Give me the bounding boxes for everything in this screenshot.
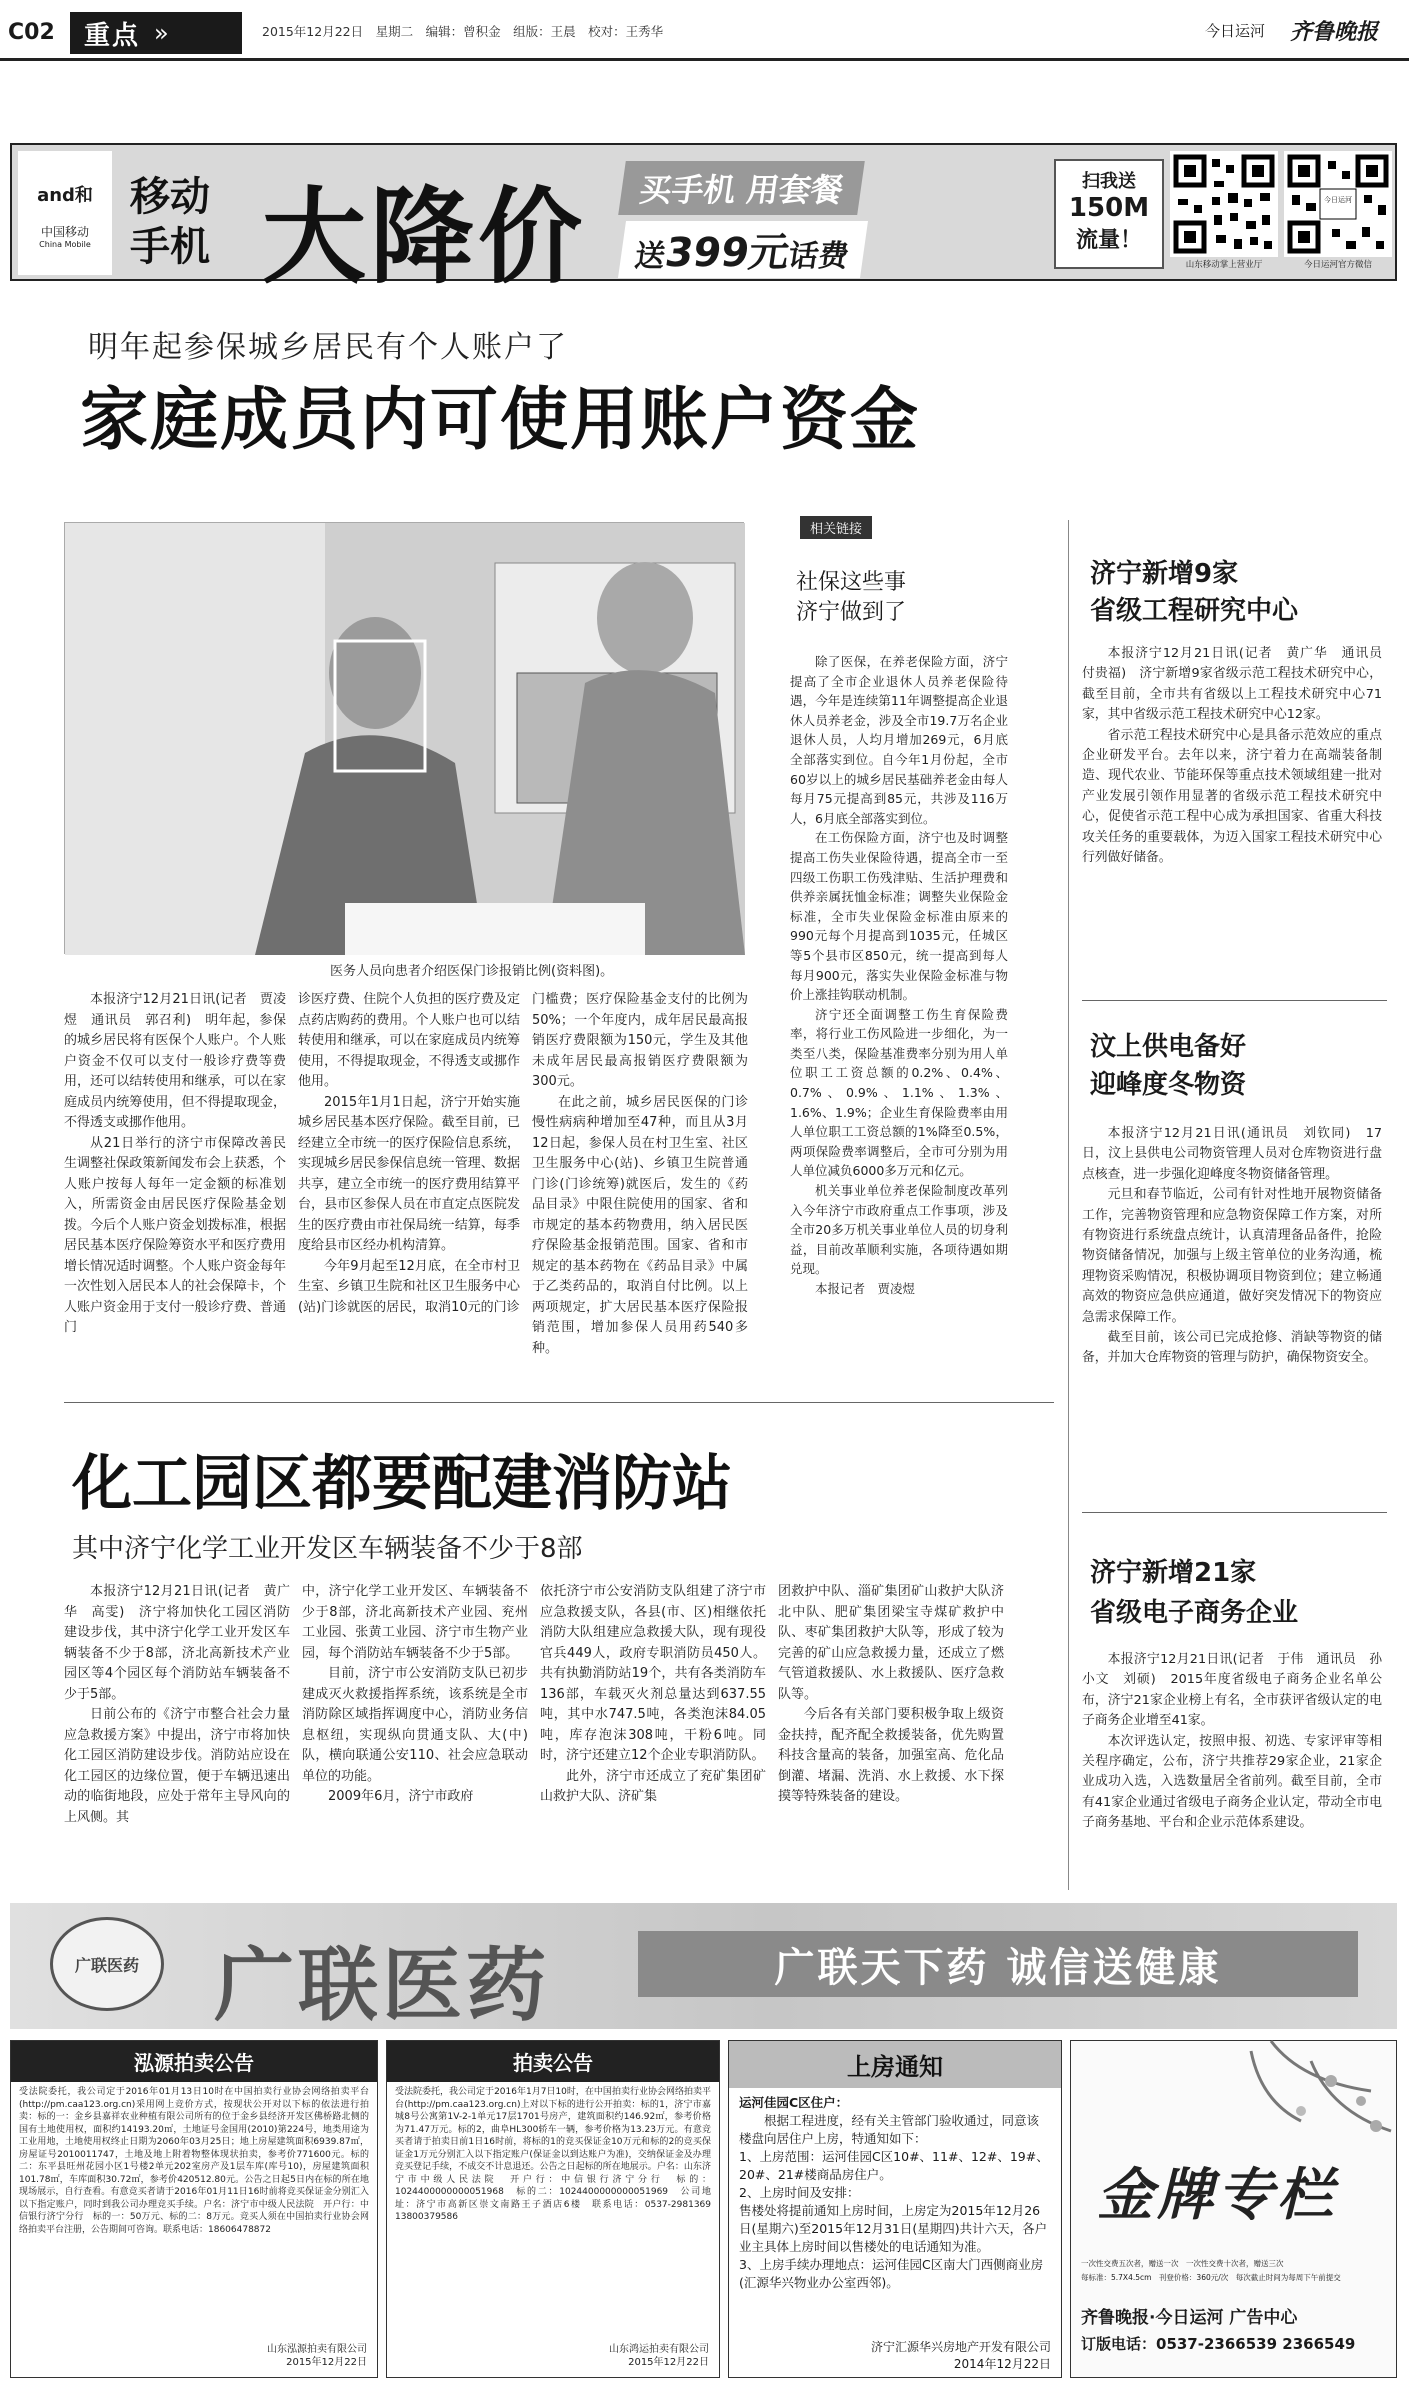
lead-paragraph: 今年9月起至12月底，在全市村卫生室、乡镇卫生院和社区卫生服务中心(站)门诊就医的居民，取消10元的门诊: [298, 1258, 520, 1315]
lead-paragraph: 诊医疗费、住院个人负担的医疗费及定点药店购药的费用。个人账户也可以结转使用和继承，可以在家庭成员内统筹使用，不得提取现金，不得透支或挪作他用。: [298, 992, 520, 1089]
newspaper-brand: 齐鲁晚报: [1290, 19, 1379, 45]
logo-cn: 中国移动: [40, 225, 89, 239]
side1-body: [1082, 644, 1395, 989]
story2-col-2: [302, 1582, 528, 1882]
header-right-label: 今日运河: [1205, 22, 1266, 40]
classifieds-fine-1: 一次性交费五次者，赠送一次 一次性交费十次者，赠送三次: [1081, 2259, 1284, 2268]
ad-slogan-1: 买手机 用套餐: [618, 161, 865, 215]
lead-paragraph: 本报济宁12月21日讯(记者 贾凌煜 通讯员 郭召利) 明年起，参保的城乡居民将有医保个人账户。个人账户资金不仅可以支付一般诊疗费等费用，还可以结转使用和继承，可以在家庭成员内统筹使用，但不得提取现金，不得透支或挪作他用。: [64, 992, 286, 1130]
section-title: 重点: [84, 20, 141, 51]
classifieds-brand: 齐鲁晚报·今日运河 广告中心: [1081, 2308, 1298, 2328]
qr-code-2: [1284, 151, 1392, 257]
side-divider-2: [1082, 1512, 1387, 1513]
story2-col-3: [540, 1582, 766, 1882]
notice-2-body: 受法院委托，我公司定于2016年1月7日10时，在中国拍卖行业协会网络拍卖平台(http://pm.caa123.org.cn)上对以下标的进行公开拍卖：标的1，济宁市嘉城8号公寓第1V-2-1单元17层1701号房产，建筑面积约146.92㎡，参考价格为71.47万元。标的2，曲阜HL300轿车一辆，参考价格为13.23万元。有意竞买者请于拍卖日前1日16时前，将标的1的竞买保证金10万元和标的2的竞买保证金1万元分别汇入以下指定账户(保证金以到达账户为准)，交纳保证金及办理竞买登记手续，不成交不计息退还。公告之日起标的所在地展示。户名：山东济宁市中级人民法院 开户行：中信银行济宁分行 标的：1024400000000051968 标的二：1024400000000051969 公司地址：济宁市高新区崇文南路王子酒店6楼 联系电话：0537-2981369 13800379586: [395, 2087, 711, 2222]
side3-title-1: 济宁新增21家: [1090, 1558, 1257, 1588]
notice-move-in: [728, 2040, 1062, 2378]
lead-paragraph: 从21日举行的济宁市保障改善民生调整社保政策新闻发布会上获悉，个人账户按每人每年一定金额的标准划入，所需资金由居民医疗保险基金划拨。今后个人账户资金划拨标准，根据居民基本医疗保险筹资水平和医疗费用增长情况适时调整。个人账户资金每年一次性划入居民本人的社会保障卡，个人账户资金用于支付一般诊疗费、普通门: [64, 1135, 286, 1335]
related-paragraph: 除了医保，在养老保险方面，济宁提高了全市企业退休人员养老保险待遇，今年是连续第11年调整提高企业退休人员养老金，涉及全市19.7万名企业退休人员，人均月增加269元，6月底全部落实到位。自今年1月份起，全市60岁以上的城乡居民基础养老金由每人每月75元提高到85元，共涉及116万人，6月底全部落实到位。: [790, 654, 1008, 826]
ad-gift-1: 扫我送: [1082, 171, 1136, 192]
classifieds-box: [1070, 2040, 1397, 2378]
ad-slogan-box: [622, 161, 1022, 276]
lead-kicker: 明年起参保城乡居民有个人账户了: [88, 330, 568, 365]
section-tag: [70, 12, 242, 54]
photo-illustration: [65, 523, 745, 955]
lead-paragraph: 在此之前，城乡居民医保的门诊慢性病病种增加至47种，而且从3月12日起，参保人员在村卫生室、社区卫生服务中心(站)、乡镇卫生院普通门诊(门诊统筹)就医后，发生的《药品目录》中限住院使用的国家、省和市规定的基本药物费用，纳入居民医疗保险基金报销范围。国家、省和市规定的基本药物在《药品目录》中属于乙类药品的，取消自付比例。以上两项规定，扩大居民基本医疗保险报销范围，增加参保人员用药540多种。: [532, 1094, 748, 1356]
notice-1-date: 2015年12月22日: [286, 2356, 367, 2368]
story2-paragraph: 今后各有关部门要积极争取上级资金扶持，配齐配全救援装备，优先购置科技含量高的装备，加强室高、危化品倒灌、堵漏、洗消、水上救援、水下探摸等特殊装备的建设。: [778, 1707, 1004, 1804]
qr-code-1-icon: [1170, 151, 1278, 257]
ad-title-1: 移动: [130, 174, 210, 220]
page-number: C02: [8, 20, 55, 45]
related-byline: 本报记者 贾凌煜: [815, 1281, 916, 1296]
story2-paragraph: 此外，济宁市还成立了兖矿集团矿山救护大队、济矿集: [540, 1768, 766, 1804]
story2-paragraph: 2009年6月，济宁市政府: [328, 1789, 474, 1804]
ad-slogan-2-pre: 送: [632, 239, 668, 274]
side3-paragraph: 本报济宁12月21日讯(记者 于伟 通讯员 孙小文 刘硕) 2015年度省级电子商务企业名单公布，济宁21家企业榜上有名，全市获评省级认定的电子商务企业增至41家。: [1082, 1652, 1382, 1729]
story2-paragraph: 中，济宁化学工业开发区、车辆装备不少于8部，济北高新技术产业园、兖州工业园、张黄工业园、济宁市生物产业园，每个消防站车辆装备不少于5部。: [302, 1584, 528, 1661]
side2-paragraph: 截至目前，该公司已完成抢修、消缺等物资的储备，并加大仓库物资的管理与防护，确保物资安全。: [1082, 1330, 1382, 1366]
related-title-2: 济宁做到了: [796, 600, 907, 625]
side3-title-2: 省级电子商务企业: [1090, 1598, 1299, 1628]
pharma-slogan: [638, 1931, 1358, 1997]
story2-paragraph: 目前，济宁市公安消防支队已初步建成灭火救援指挥系统，该系统是全市消防除区域指挥调度中心，消防业务信息枢纽，实现纵向贯通支队、大(中)队，横向联通公安110、社会应急联动单位的功能。: [302, 1666, 528, 1784]
related-title-1: 社保这些事: [796, 570, 907, 595]
story2-col-1: [64, 1582, 290, 1882]
lead-paragraph: 门槛费；医疗保险基金支付的比例为50%；一个年度内，成年居民最高报销医疗费限额为150元，学生及其他未成年居民最高报销医疗费限额为300元。: [532, 992, 748, 1089]
ad-gift-3: 流量！: [1075, 228, 1142, 253]
qr-code-2-caption: 今日运河官方微信: [1303, 260, 1372, 270]
classifieds-phone: 订版电话：0537-2366539 2366549: [1081, 2335, 1356, 2353]
notice-3-body: [729, 2088, 1061, 2338]
notice-auction-2: [386, 2040, 720, 2378]
ad-title-2: 手机: [130, 224, 210, 270]
side1-title-2: 省级工程研究中心: [1090, 596, 1299, 626]
side2-body: [1082, 1124, 1382, 1504]
notice-3-line: 3、上房手续办理地点：运河佳园C区南大门西侧商业房(汇源华兴物业办公室西邻)。: [739, 2257, 1044, 2290]
ad-gift-2: 150M: [1068, 193, 1150, 223]
story2-paragraph: 日前公布的《济宁市整合社会力量应急救援方案》中提出，济宁市将加快化工园区消防建设步伐。消防站应设在化工园区的边缘位置，便于车辆迅速出动的临街地段，应处于常年主导风向的上风侧。其: [64, 1707, 290, 1825]
ad-big-text: 大降价: [262, 176, 587, 298]
side2-title-1: 汶上供电备好: [1090, 1032, 1247, 1062]
side2-paragraph: 本报济宁12月21日讯(通讯员 刘钦同) 17日，汶上县供电公司物资管理人员对仓库物资进行盘点核查，进一步强化迎峰度冬物资储备管理。: [1082, 1126, 1382, 1182]
lead-body-col-1: [64, 990, 286, 1370]
notice-3-head: 运河佳园C区住户：: [739, 2095, 849, 2110]
story2-subhead: 其中济宁化学工业开发区车辆装备不少于8部: [72, 1534, 583, 1564]
pharma-seal-text: 广联医药: [74, 1955, 139, 1975]
lead-photo-caption: 医务人员向患者介绍医保门诊报销比例(资料图)。: [330, 964, 614, 979]
notice-3-line: 2、上房时间及安排：: [739, 2185, 860, 2200]
notice-auction-1: [10, 2040, 378, 2378]
notice-1-title: 泓源拍卖公告: [11, 2041, 377, 2082]
story2-headline: 化工园区都要配建消防站: [72, 1449, 732, 1519]
logo-en: China Mobile: [39, 240, 91, 249]
lead-headline: 家庭成员内可使用账户资金: [80, 381, 921, 460]
lead-body-col-3: [532, 990, 748, 1370]
side1-paragraph: 本报济宁12月21日讯(记者 黄广华 通讯员 付贵福) 济宁新增9家省级示范工程技术研究中心，截至目前，全市共有省级以上工程技术研究中心71家，其中省级示范工程技术研究中心12家。: [1082, 646, 1395, 723]
qr-code-1: [1170, 151, 1278, 257]
ad-gift-box: [1054, 159, 1164, 269]
ad-slogan-2-num: 399元: [662, 230, 793, 276]
story2-col-4: [778, 1582, 1004, 1882]
related-paragraph: 在工伤保险方面，济宁也及时调整提高工伤失业保险待遇，提高全市一至四级工伤职工伤残津贴、生活护理费和供养亲属抚恤金标准；调整失业保险金标准，全市失业保险金标准由原来的990元每个月提高到1035元，任城区等5个县市区850元，统一提高到每人每月900元，落实失业保险金标准与物价上涨挂钩联动机制。: [790, 830, 1008, 1003]
related-label: 相关链接: [800, 516, 872, 539]
chevron-right-icon: »: [154, 19, 169, 47]
notice-1-body: 受法院委托，我公司定于2016年01月13日10时在中国拍卖行业协会网络拍卖平台(http://pm.caa123.org.cn)采用网上竞价方式，按现状公开对以下标的依法进行拍卖：标的一：金乡县嘉祥农业种植有限公司所有的位于金乡县经济开发区佛桥路北侧的国有土地使用权，面积约14193.20㎡，土地证号金国用(2010)第224号，地类用途为工业用地，土地使用权终止日期为2060年03月25日；地上房屋建筑面积6939.87㎡，房屋证号2010011747，土地及地上附着物整体现状拍卖，参考价771600元。标的二：东平县旺州花园小区1号楼2单元202室房产及1层车库(库号10)，房屋建筑面积101.78㎡，车库面积30.72㎡，参考价420512.80元。公告之日起5日内在标的所在地现场展示，自行查看。有意竞买者请于2016年01月11日16时前将竞买保证金分别汇入以下指定账户，同时到我公司办理竞买手续。户名：济宁市中级人民法院 开户行：中信银行济宁分行 标的一：50万元、标的二：8万元。竞买人须在中国拍卖行业协会网络拍卖平台注册，公告期间可咨询。联系电话：18606478872: [19, 2087, 369, 2235]
notice-2-title: 拍卖公告: [387, 2041, 719, 2082]
side1-paragraph: 省示范工程技术研究中心是具备示范效应的重点企业研发平台。去年以来，济宁着力在高端装备制造、现代农业、节能环保等重点技术领域组建一批对产业发展引领作用显著的省级示范工程技术研究中心，促使省示范工程中心成为承担国家、省重大科技攻关任务的重要载体，为迈入国家工程技术研究中心行列做好储备。: [1082, 727, 1382, 866]
side-divider-1: [1082, 1000, 1387, 1001]
related-paragraph: 济宁还全面调整工伤生育保险费率，将行业工伤风险进一步细化，为一类至八类，保险基准费率分别为用人单位职工工资总额的0.2%、0.4%、0.7%、0.9%、1.1%、1.3%、1.6%、1.9%；企业生育保险费率由用人单位职工工资总额的1%降至0.5%，两项保险费率调整后，全市可分别为用人单位减负6000多万元和亿元。: [790, 1006, 1008, 1179]
side2-title-2: 迎峰度冬物资: [1090, 1070, 1247, 1100]
related-paragraph: 机关事业单位养老保险制度改革列入今年济宁市政府重点工作事项，涉及全市20多万机关事业单位人员的切身利益，目前改革顺利实施，各项待遇如期兑现。: [790, 1183, 1008, 1277]
side1-title-1: 济宁新增9家: [1090, 559, 1239, 589]
lead-paragraph: 2015年1月1日起，济宁开始实施城乡居民基本医疗保险。截至目前，已经建立全市统一的医疗保险信息系统，实现城乡居民参保信息统一管理、数据共享，建立全市统一的医疗费用结算平台，县市区参保人员在市直定点医院发生的医疗费由市社保局统一结算，每季度给县市区经办机构清算。: [298, 1094, 520, 1253]
header-rule: [0, 58, 1409, 61]
notice-3-line: 根据工程进度，经有关主管部门验收通过，同意该楼盘向居住户上房，特通知如下：: [739, 2113, 1040, 2146]
notice-3-line: 售楼处将提前通知上房时间，上房定为2015年12月26日(星期六)至2015年12月31日(星期四)共计六天，各户业主具体上房时间以售楼处的电话通知为准。: [739, 2203, 1048, 2254]
pharma-seal: [50, 1917, 164, 2011]
pharma-ad: [10, 1903, 1397, 2032]
lead-body-col-2: [298, 990, 520, 1370]
classifieds-fine-2: 每标准：5.7X4.5cm 刊登价格：360元/次 每次截止时间为每周下午前提交: [1081, 2273, 1341, 2282]
issue-meta: 2015年12月22日 星期二 编辑：曾积金 组版：王晨 校对：王秀华: [262, 24, 664, 39]
story2-top-rule: [64, 1402, 1054, 1403]
notice-3-date: 2014年12月22日: [953, 2357, 1051, 2371]
pharma-slogan-text: 广联天下药 诚信送健康: [774, 1944, 1222, 1991]
story2-paragraph: 本报济宁12月21日讯(记者 黄广华 高雯) 济宁将加快化工园区消防建设步伐，其中济宁化学工业开发区车辆装备不少于8部，济北高新技术产业园区等4个园区每个消防站车辆装备不少于5部。: [64, 1584, 290, 1702]
classifieds-title: 金牌专栏: [1097, 2162, 1337, 2228]
lead-photo: [64, 522, 744, 954]
and-logo-text: and和: [37, 185, 93, 206]
qr-code-1-caption: 山东移动掌上营业厅: [1185, 260, 1263, 270]
notice-3-title: 上房通知: [729, 2041, 1061, 2088]
side2-paragraph: 元旦和春节临近，公司有针对性地开展物资储备工作，完善物资管理和应急物资保障工作方案，对所有物资进行系统盘点统计，认真清理备品备件，抢险物资储备情况，加强与上级主管单位的业务沟通，梳理物资采购情况，积极协调项目物资到位；建立畅通高效的物资应急供应通道，做好突发情况下的物资应急需求保障工作。: [1082, 1187, 1382, 1325]
notice-3-line: 1、上房范围：运河佳园C区10#、11#、12#、19#、20#、21#楼商品房住户。: [739, 2149, 1049, 2182]
related-body: [790, 652, 1008, 1392]
notice-1-company: 山东泓源拍卖有限公司: [267, 2344, 367, 2355]
china-mobile-logo: [18, 151, 112, 275]
pharma-name: 广联医药: [214, 1939, 550, 2032]
side3-body: [1082, 1650, 1382, 1890]
story2-paragraph: 依托济宁市公安消防支队组建了济宁市应急救援支队，各县(市、区)相继依托消防大队组建应急救援大队，现有现役官兵449人，政府专职消防员450人。共有执勤消防站19个，共有各类消防车136部，车载灭火剂总量达到637.55吨，其中水747.5吨，各类泡沫84.05吨，库存泡沫308吨，干粉6吨。同时，济宁还建立12个企业专职消防队。: [540, 1584, 766, 1763]
notice-2-company: 山东鸿运拍卖有限公司: [609, 2344, 709, 2355]
qr-code-2-icon: [1284, 151, 1392, 257]
notice-3-footer: 济宁汇源华兴房地产开发有限公司: [870, 2340, 1051, 2354]
side3-paragraph: 本次评选认定，按照申报、初选、专家评审等相关程序确定，公布，济宁共推荐29家企业，21家企业成功入选，入选数量居全省前列。截至目前，全市有41家企业通过省级电子商务企业认定，带动全市电子商务基地、平台和企业示范体系建设。: [1082, 1733, 1382, 1831]
column-divider: [1068, 520, 1069, 1890]
notice-2-date: 2015年12月22日: [628, 2356, 709, 2368]
ad-slogan-2-post: 话费: [786, 239, 851, 274]
qr-code-2-center: 今日运河: [1324, 196, 1352, 204]
mobile-banner-ad: [10, 143, 1397, 298]
story2-paragraph: 团救护中队、淄矿集团矿山救护大队济北中队、肥矿集团梁宝寺煤矿救护中队、枣矿集团救护大队等，形成了较为完善的矿山应急救援力量，还成立了燃气管道救援队、水上救援队、医疗急救队等。: [778, 1584, 1004, 1702]
